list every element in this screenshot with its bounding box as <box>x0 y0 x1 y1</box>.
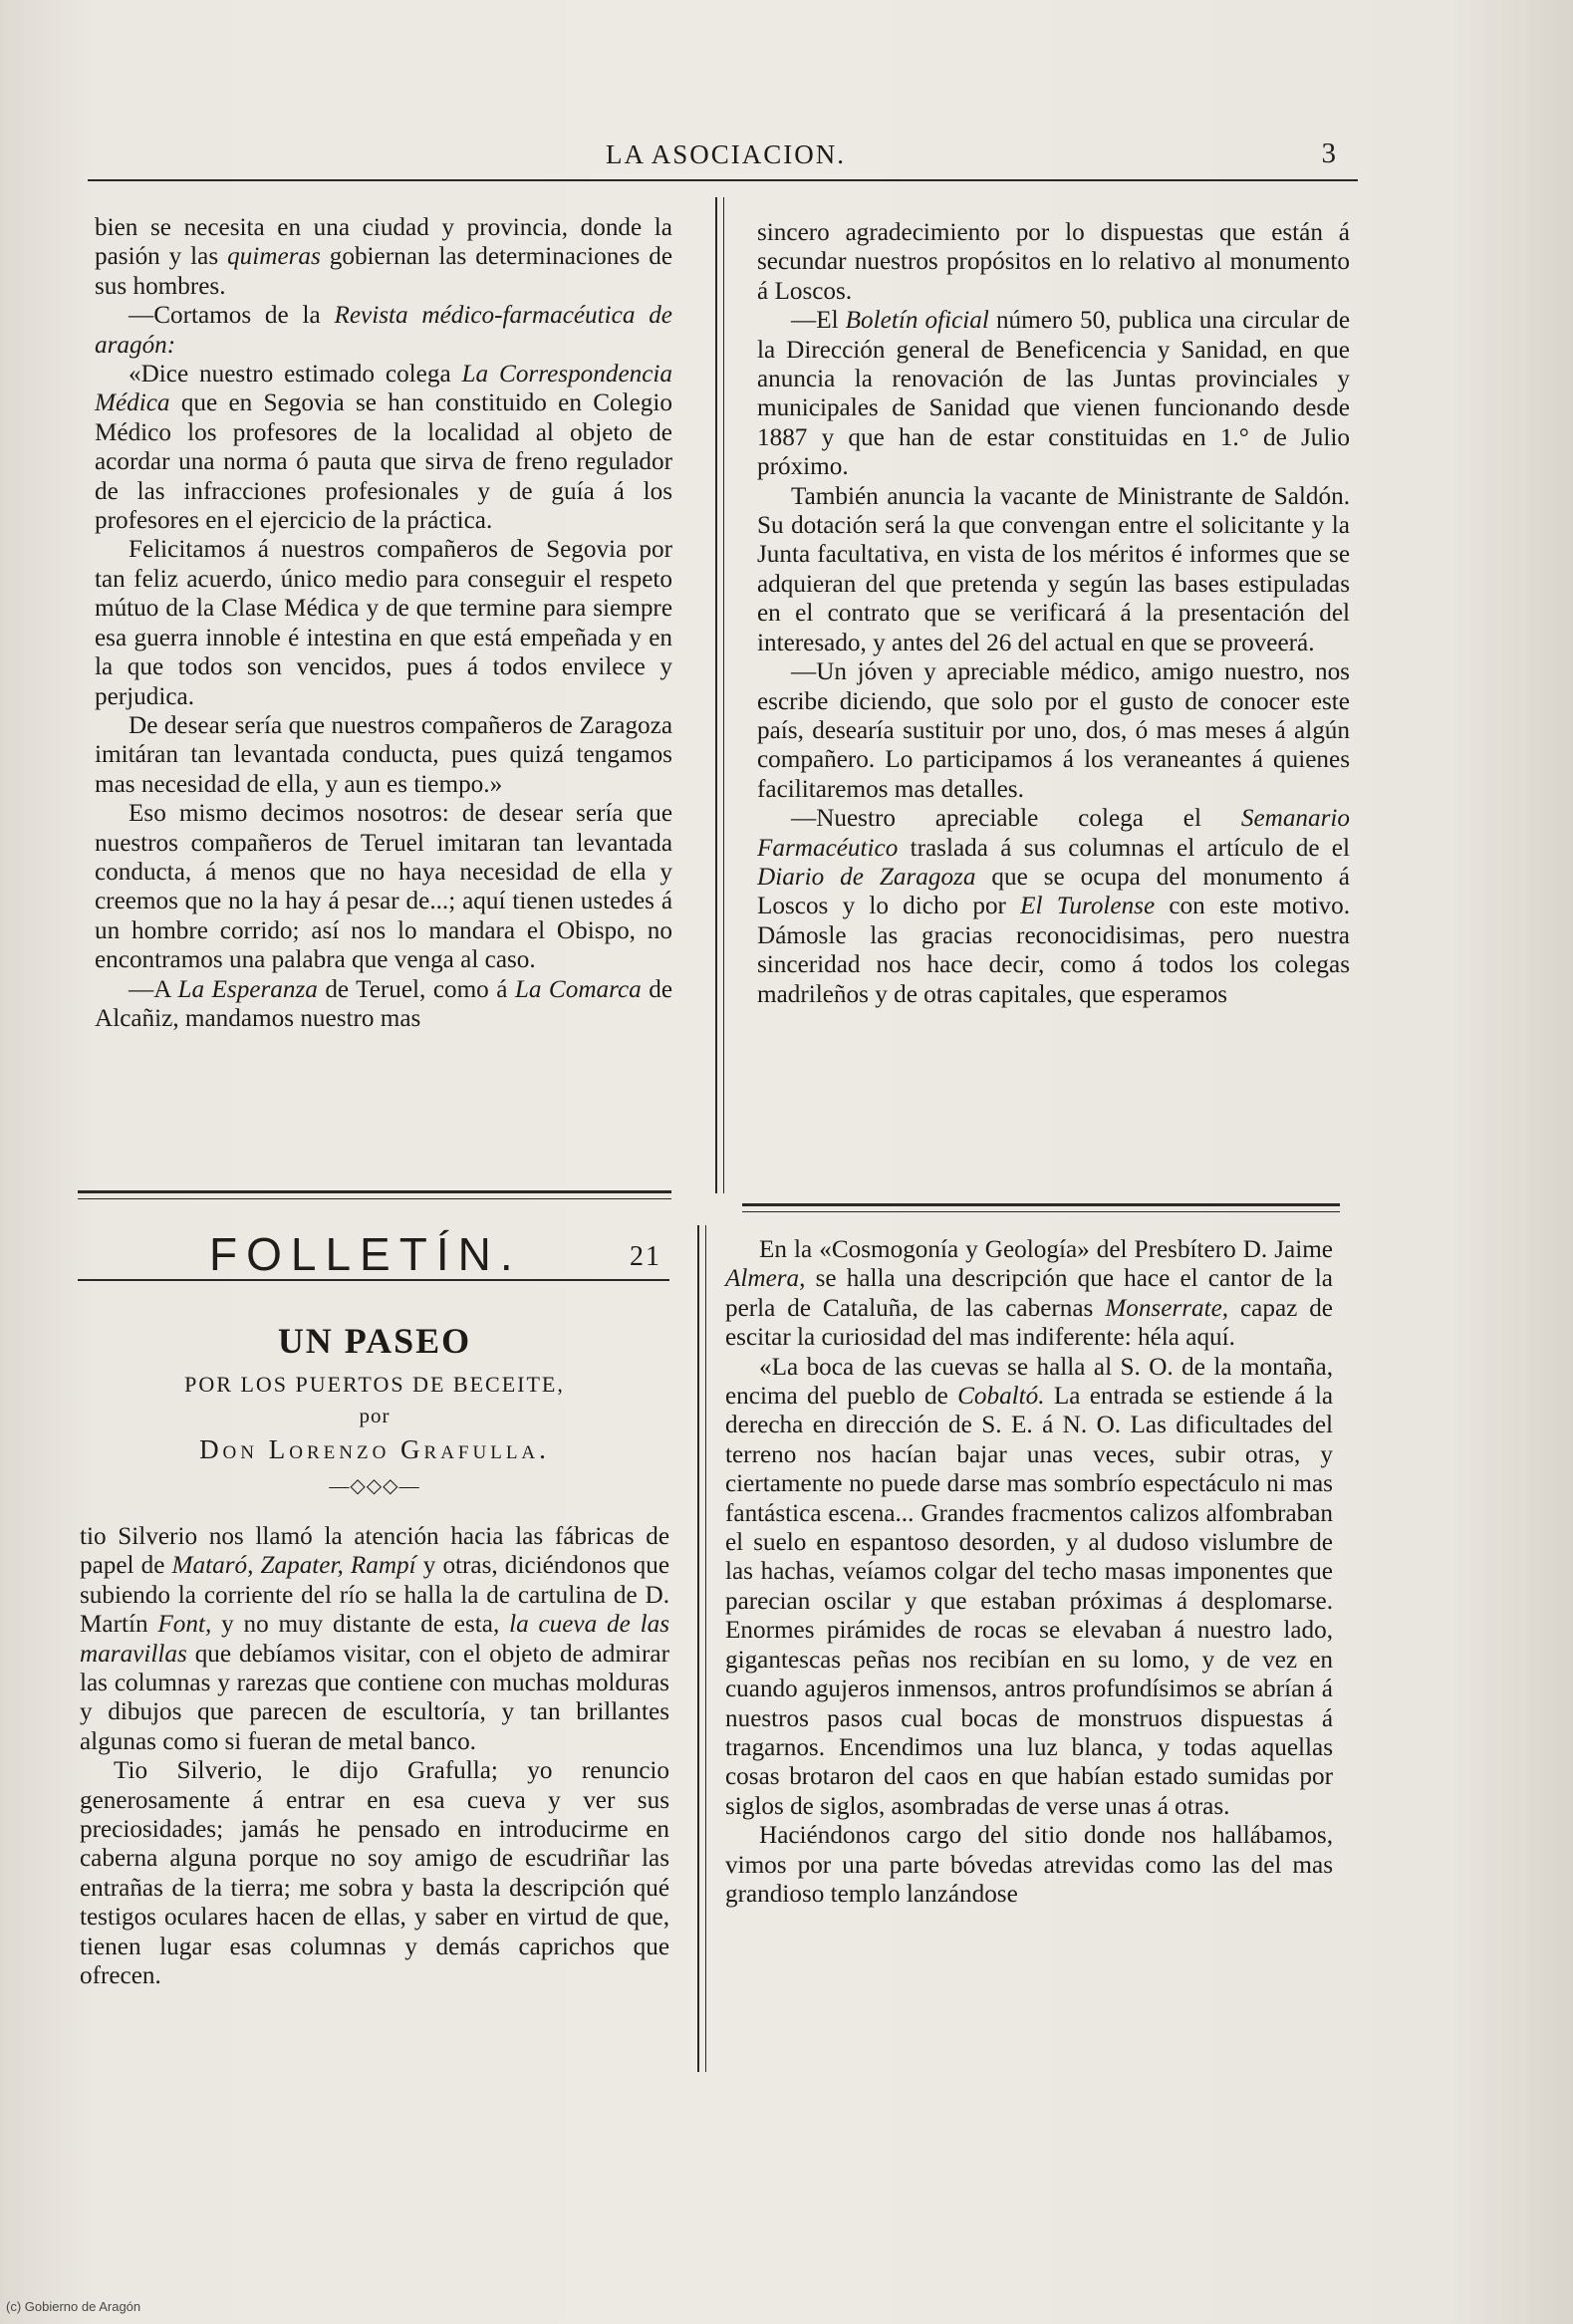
text-run: de Teruel, como á <box>317 975 515 1003</box>
paragraph <box>725 1821 1333 1909</box>
column-rule-bottom-outer <box>697 1225 699 2072</box>
text-run: de Alcañiz, mandamos nuestro mas <box>95 975 672 1032</box>
italic-text: La Esperanza <box>177 975 318 1003</box>
text-run: traslada á sus columnas el artículo de el <box>898 834 1350 862</box>
text-run: «Dice nuestro estimado colega <box>129 361 462 388</box>
text-run: se halla una descripción que hace el cantor de la perla de Cataluña, de las cabernas <box>725 1265 1333 1322</box>
italic-text: quimeras <box>227 243 321 271</box>
text-run: La entrada se estiende á la derecha en dirección de S. E. á N. O. Las dificultades del terreno nos hacían bajar unas veces, subir otras, y ciertamente no puede darse mas sombrío espectáculo ni mas fantástica escena... Grandes fracmentos calizos alfombraban el suelo en espantoso desorden, y al dudoso vislumbre de las hachas, veíamos colgar del techo masas imponentes que parecian oscilar y que estaban próximas á desplomarse. Enormes pirámides de rocas se elevaban á nuestro lado, gigantescas peñas nos recibían en su lomo, y de vez en cuando agujeros inmensos, antros profundísimos se abrían á nuestros pasos cual bocas de monstruos dispuestas á tragarnos. Encendimos una luz blanca, y todas aquellas cosas brotaron del caos en que habían estado sumidas por siglos de siglos, asombradas de verse unas á otras. <box>725 1383 1333 1820</box>
text-run: y no muy distante de esta, <box>211 1611 510 1639</box>
italic-text: Cobaltó. <box>957 1383 1045 1411</box>
text-run: tio Silverio nos llamó la atención hacia las fábricas de papel de <box>80 1523 669 1580</box>
text-run: —Cortamos de la <box>129 302 335 330</box>
folletin-number: 21 <box>630 1241 661 1272</box>
serial-column-left <box>80 1522 669 1991</box>
section-rule-left-thick <box>78 1190 671 1193</box>
paragraph <box>757 657 1350 804</box>
text-run: De desear sería que nuestros compañeros de Zaragoza imitáran tan levantada conducta, pues quizá tengamos mas necesidad de ella, y aun es tiempo.» <box>95 711 672 798</box>
section-rule-right-thick <box>742 1203 1340 1206</box>
serial-author: Don Lorenzo Grafulla. <box>199 1434 550 1464</box>
text-run: Haciéndonos cargo del sitio donde nos hallábamos, vimos por una parte bóvedas atrevidas como las del mas grandioso templo lanzándose <box>725 1822 1333 1908</box>
folletin-underline <box>78 1279 669 1281</box>
italic-text: Monserrate, <box>1105 1294 1229 1322</box>
italic-text: La Correspondencia Médica <box>95 361 672 417</box>
paragraph <box>757 306 1350 481</box>
italic-text: La Comarca <box>514 975 642 1003</box>
italic-text: la cueva de las maravillas <box>80 1611 669 1668</box>
paragraph <box>95 799 672 974</box>
italic-text: Boletín oficial <box>845 307 989 335</box>
text-run: que en Segovia se han constituido en Colegio Médico los profesores de la localidad al objeto de acordar una norma ó pauta que sirva de freno regulador de las infracciones profesionales y de guía á los profesores en el ejercicio de la práctica. <box>95 389 672 535</box>
italic-text: Font, <box>157 1611 212 1639</box>
paragraph <box>95 301 672 360</box>
copyright-credit: (c) Gobierno de Aragón <box>6 2299 141 2314</box>
text-run: que se ocupa del monumento á Loscos y lo dicho por <box>757 863 1350 920</box>
serial-subtitle: POR LOS PUERTOS DE BECEITE, <box>184 1372 565 1397</box>
section-rule-right-thin <box>742 1211 1340 1212</box>
text-run: sincero agradecimiento por lo dispuestas que están á secundar nuestros propósitos en lo relativo al monumento á Loscos. <box>757 219 1350 305</box>
text-run: bien se necesita en una ciudad y provincia, donde la pasión y las <box>95 214 672 271</box>
italic-text: El Turolense <box>1020 893 1156 920</box>
paragraph <box>95 975 672 1034</box>
article-column-top-left <box>95 213 672 1033</box>
italic-text: Diario de Zaragoza <box>757 863 976 891</box>
article-column-top-right <box>757 218 1350 1009</box>
text-run: —Nuestro apreciable colega el <box>791 805 1241 833</box>
column-rule-bottom-inner <box>705 1225 706 2072</box>
text-run: —A <box>129 975 178 1003</box>
text-run: capaz de escitar la curiosidad del mas indiferente: héla aquí. <box>725 1294 1333 1352</box>
serial-column-right <box>725 1235 1333 1909</box>
text-run: que debíamos visitar, con el objeto de admirar las columnas y rarezas que contiene con muchas molduras y dibujos que parecen de escultoría, y tan brillantes algunas como si fueran de metal banco. <box>80 1640 669 1755</box>
text-run: con este motivo. Dámosle las gracias reconocidisimas, pero nuestra sinceridad nos hace decir, como á todos los colegas madrileños y de otras capitales, que esperamos <box>757 893 1350 1008</box>
paragraph <box>95 360 672 535</box>
paragraph <box>757 218 1350 306</box>
paragraph <box>757 482 1350 657</box>
text-run: Tio Silverio, le dijo Grafulla; yo renuncio generosamente á entrar en esa cueva y ver sus preciosidades; jamás he pensado en introducirme en caberna alguna porque no soy amigo de escudriñar las entrañas de la tierra; me sobra y basta la descripción qué testigos oculares hacen de ellas, y saber en virtud de que, tienen lugar esas columnas y demás caprichos que ofrecen. <box>80 1757 669 1990</box>
serial-by: por <box>359 1404 391 1427</box>
serial-headline <box>80 1320 669 1498</box>
paragraph <box>80 1756 669 1990</box>
text-run: En la «Cosmogonía y Geología» del Presbítero D. Jaime <box>759 1236 1333 1263</box>
paragraph <box>757 804 1350 1009</box>
italic-text: Revista médico-farmacéutica de aragón: <box>95 302 672 359</box>
section-rule-left-thin <box>78 1198 671 1199</box>
text-run: gobiernan las determinaciones de sus hombres. <box>95 243 672 300</box>
text-run: número 50, publica una circular de la Dirección general de Beneficencia y Sanidad, en que anuncia la renovación de las Juntas provinciales y municipales de Sanidad que vienen funcionando desde 1887 y que han de estar constituidas en 1.° de Julio próximo. <box>757 307 1351 481</box>
paragraph <box>725 1353 1333 1822</box>
ornament-divider: —◇◇◇— <box>329 1475 420 1497</box>
text-run: «La boca de las cuevas se halla al S. O. de la montaña, encima del pueblo de <box>725 1353 1333 1411</box>
paragraph <box>95 535 672 710</box>
text-run: —Un jóven y apreciable médico, amigo nuestro, nos escribe diciendo, que solo por el gusto de conocer este país, desearía sustituir por uno, dos, ó mas meses á algún compañero. Lo participamos á los veraneantes á quienes facilitaremos mas detalles. <box>757 658 1350 803</box>
paragraph <box>725 1235 1333 1353</box>
text-run: Felicitamos á nuestros compañeros de Segovia por tan feliz acuerdo, único medio para conseguir el respeto mútuo de la Clase Médica y de que termine para siempre esa guerra innoble é intestina en que está empeñada y en la que todos son vencidos, pues á todos envilece y perjudica. <box>95 536 672 710</box>
text-run: Eso mismo decimos nosotros: de desear sería que nuestros compañeros de Teruel imitaran tan levantada conducta, á menos que no haya necesidad de ella y creemos que no la hay á pesar de...; aquí tienen ustedes á un hombre corrido; así nos lo mandara el Obispo, no encontramos una palabra que venga al caso. <box>95 800 672 974</box>
paragraph <box>95 711 672 799</box>
italic-text: Almera, <box>725 1265 806 1293</box>
text-run: —El <box>791 307 846 335</box>
page-number: 3 <box>1321 137 1336 169</box>
folletin-heading: FOLLETÍN. <box>209 1228 522 1280</box>
text-run: También anuncia la vacante de Ministrante de Saldón. Su dotación será la que convengan entre el solicitante y la Junta facultativa, en vista de los méritos é informes que se adquieran del que pretenda y según las bases estipuladas en el contrato que se verificará á la presentación del interesado, y antes del 26 del actual en que se proveerá. <box>757 482 1350 656</box>
serial-title: UN PASEO <box>277 1321 472 1361</box>
italic-text: Mataró, Zapater, Rampí <box>171 1552 416 1580</box>
running-head <box>88 137 1358 181</box>
column-rule-top-inner <box>723 197 724 1193</box>
paragraph <box>95 213 672 301</box>
column-rule-top-outer <box>715 197 717 1193</box>
paragraph <box>80 1522 669 1756</box>
running-head-title: LA ASOCIACION. <box>606 139 847 169</box>
text-run: y otras, diciéndonos que subiendo la corriente del río se halla la de cartulina de D. Martín <box>80 1552 669 1639</box>
italic-text: Semanario Farmacéutico <box>757 805 1350 862</box>
